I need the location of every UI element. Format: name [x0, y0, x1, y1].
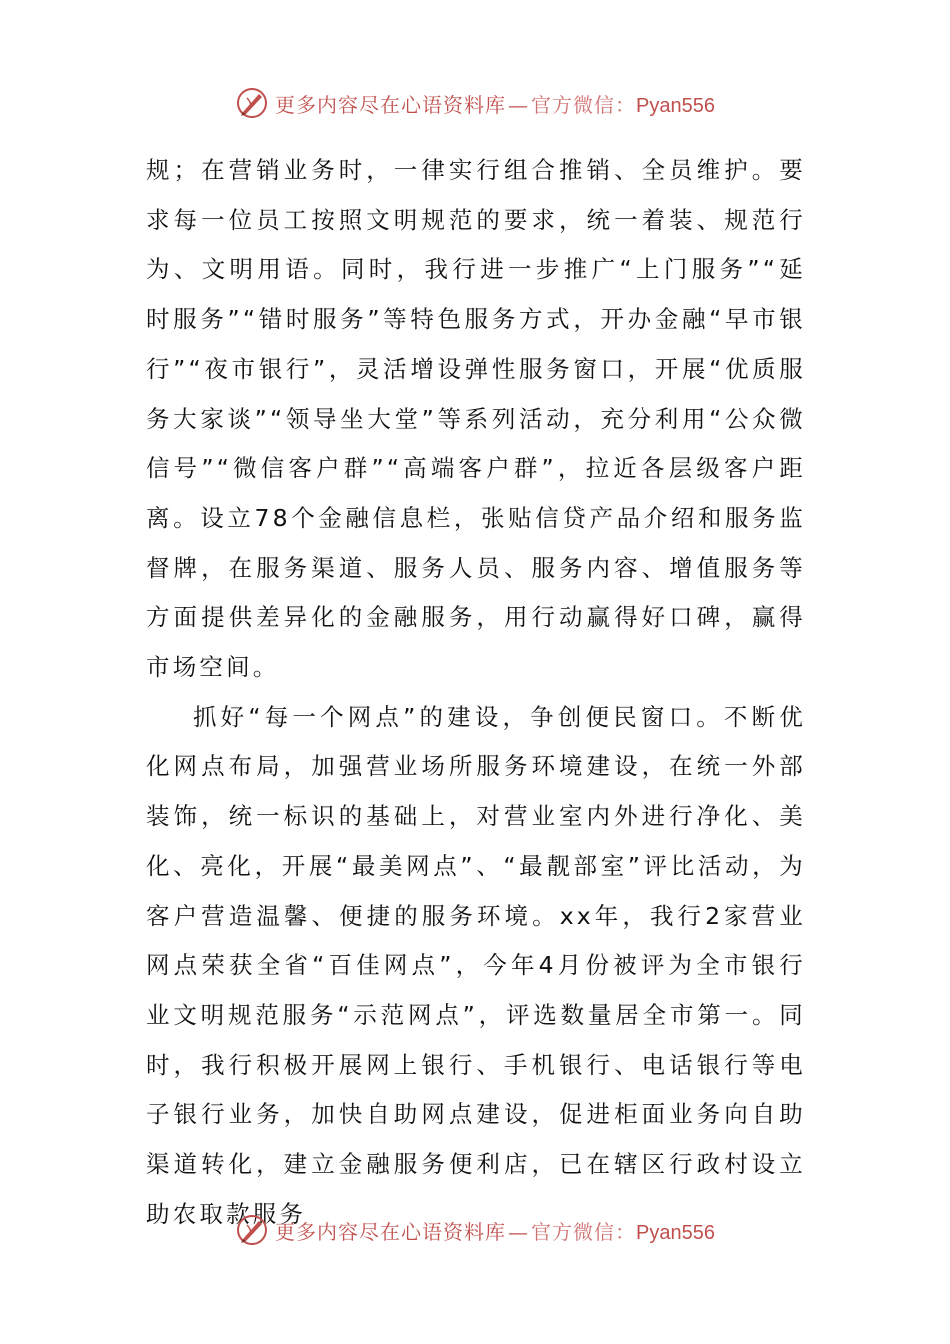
footer-wechat-label: 官方微信：: [531, 1219, 637, 1244]
footer-wechat-id: Pyan556: [636, 1221, 715, 1244]
header-dash: —: [508, 92, 530, 117]
header-text: [275, 89, 715, 118]
header-banner: [0, 83, 950, 123]
footer-banner: [0, 1210, 950, 1250]
pen-logo-icon: [235, 86, 269, 120]
pen-logo-icon: [235, 1213, 269, 1247]
paragraph-2: 抓好“每一个网点”的建设，争创便民窗口。不断优化网点布局，加强营业场所服务环境建设，在统一外部装饰，统一标识的基础上，对营业室内外进行净化、美化、亮化，开展“最美网点”、“最靓部室”评比活动，为客户营造温馨、便捷的服务环境。xx年，我行2家营业网点荣获全省“百佳网点”，今年4月份被评为全市银行业文明规范服务“示范网点”，评选数量居全市第一。同时，我行积极开展网上银行、手机银行、电话银行等电子银行业务，加快自助网点建设，促进柜面业务向自助渠道转化，建立金融服务便利店，已在辖区行政村设立助农取款服务: [146, 702, 806, 1228]
header-site-name: 更多内容尽在心语资料库: [275, 92, 507, 117]
document-body: [146, 146, 806, 1239]
header-wechat-label: 官方微信：: [531, 92, 637, 117]
footer-dash: —: [508, 1219, 530, 1244]
paragraph-1: 规；在营销业务时，一律实行组合推销、全员维护。要求每一位员工按照文明规范的要求，统一着装、规范行为、文明用语。同时，我行进一步推广“上门服务”“延时服务”“错时服务”等特色服务方式，开办金融“早市银行”“夜市银行”，灵活增设弹性服务窗口，开展“优质服务大家谈”“领导坐大堂”等系列活动，充分利用“公众微信号”“微信客户群”“高端客户群”，拉近各层级客户距离。设立78个金融信息栏，张贴信贷产品介绍和服务监督牌，在服务渠道、服务人员、服务内容、增值服务等方面提供差异化的金融服务，用行动赢得好口碑，赢得市场空间。: [146, 156, 806, 682]
header-wechat-id: Pyan556: [636, 94, 715, 117]
footer-site-name: 更多内容尽在心语资料库: [275, 1219, 507, 1244]
footer-text: [275, 1216, 715, 1245]
